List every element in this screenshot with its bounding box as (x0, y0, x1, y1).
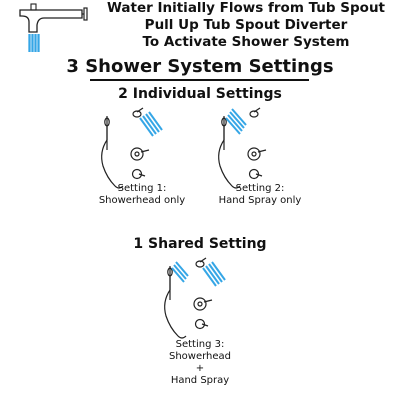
heading-underline (90, 79, 309, 81)
water-stream-icon (0, 0, 90, 55)
setting-3-description-2: Hand Spray (170, 375, 230, 386)
shared-setting-heading: 1 Shared Setting (133, 236, 267, 252)
individual-settings-heading: 2 Individual Settings (118, 86, 282, 102)
setting-3-caption (150, 339, 250, 387)
setting-1-label: Setting 1: (117, 183, 167, 194)
intro-line-1: Water Initially Flows from Tub Spout (106, 0, 386, 16)
intro-line-2: Pull Up Tub Spout Diverter (144, 17, 348, 33)
intro-line-3: To Activate Shower System (142, 34, 350, 50)
setting-2-caption (205, 183, 315, 207)
setting-2-label: Setting 2: (235, 183, 285, 194)
setting-3-description-1: Showerhead (168, 351, 232, 362)
main-heading: 3 Shower System Settings (66, 56, 334, 77)
setting-2-diagram (212, 100, 292, 190)
setting-3-plus: + (195, 363, 205, 374)
setting-1-caption (92, 183, 192, 207)
setting-3-label: Setting 3: (175, 339, 225, 350)
setting-1-diagram (95, 100, 175, 190)
setting-2-description: Hand Spray only (218, 195, 302, 206)
setting-1-description: Showerhead only (98, 195, 186, 206)
intro-text (96, 0, 396, 51)
setting-3-diagram (158, 250, 238, 342)
